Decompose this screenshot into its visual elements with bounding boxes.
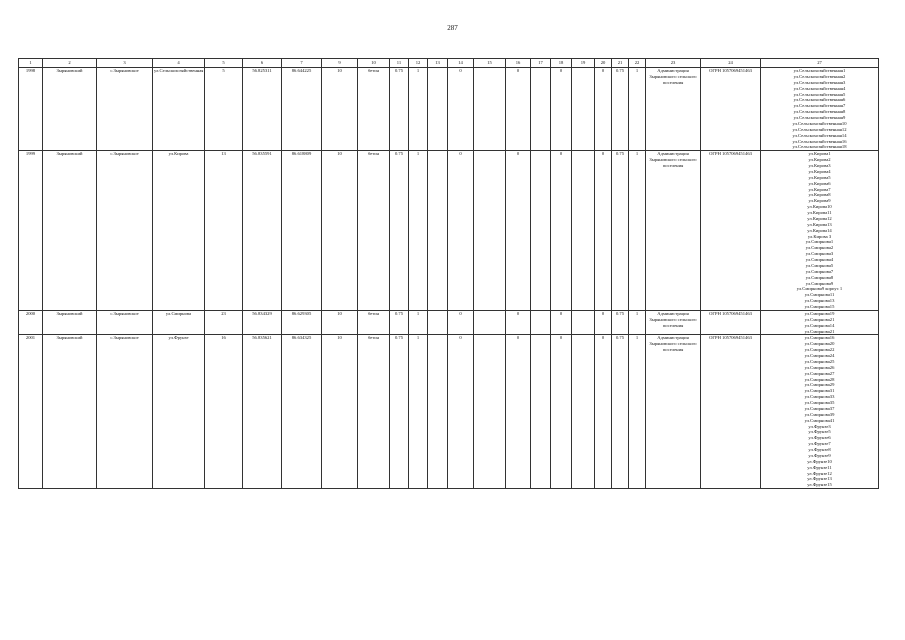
cell-c1: 2001 xyxy=(19,335,43,489)
street-address: ул.Кирова12 xyxy=(807,215,832,221)
cell-c5: 16 xyxy=(205,335,243,489)
cell-c23: Администрация Зыряновского сельского поселения xyxy=(646,68,701,151)
cell-c9: 10 xyxy=(322,151,358,311)
cell-c6: 56.834329 xyxy=(243,310,282,335)
street-address: ул.Смирнова35 xyxy=(804,400,835,405)
street-address: ул.Смирнова22 xyxy=(804,347,835,353)
cell-c17 xyxy=(531,310,551,335)
street-address: ул.Смирнова24 xyxy=(804,353,835,358)
street-address: ул.Смирнова41 xyxy=(804,417,835,423)
street-address: ул.Смирнова9 xyxy=(805,280,834,286)
column-header: 19 xyxy=(572,59,595,68)
cell-c4: ул.Смирнова xyxy=(153,310,205,335)
cell-c9: 10 xyxy=(322,310,358,335)
cell-c7: 86.618809 xyxy=(282,151,322,311)
street-address: ул.Смирнова39 xyxy=(804,411,835,417)
cell-c19 xyxy=(572,335,595,489)
cell-c12: 1 xyxy=(409,151,428,311)
cell-c22: 1 xyxy=(629,151,646,311)
street-address: ул.Смирнова11 xyxy=(804,292,835,298)
cell-c4: ул.Сельскохозяйственная xyxy=(153,68,205,151)
street-address: ул.Смирнова15 xyxy=(804,304,835,309)
cell-c15 xyxy=(474,335,506,489)
street-address: ул.Смирнова26 xyxy=(804,364,835,370)
cell-c12: 1 xyxy=(409,335,428,489)
cell-c7: 86.634325 xyxy=(282,335,322,489)
street-address: ул.Сельскохозяйственная6 xyxy=(793,97,846,103)
street-address: ул.Смирнова27 xyxy=(804,370,835,376)
column-header: 4 xyxy=(153,59,205,68)
cell-c7: 86.629305 xyxy=(282,310,322,335)
column-header: 7 xyxy=(282,59,322,68)
street-list-cell xyxy=(761,151,879,311)
column-header: 20 xyxy=(595,59,612,68)
street-address: ул.Сельскохозяйственная1 xyxy=(793,68,846,73)
street-address: ул.Кирова10 xyxy=(807,204,832,210)
street-address: ул.Сельскохозяйственная18 xyxy=(792,144,847,150)
cell-c20: 0 xyxy=(595,68,612,151)
cell-c11: 0.75 xyxy=(390,68,409,151)
street-address: ул.Сельскохозяйственная12 xyxy=(792,126,847,132)
cell-c14: 0 xyxy=(448,68,474,151)
street-address: ул.Смирнова20 xyxy=(804,341,835,347)
column-header: 11 xyxy=(390,59,409,68)
cell-c2: Зыряновский xyxy=(43,310,97,335)
cell-c11: 0.75 xyxy=(390,310,409,335)
street-address: ул.Смирнова25 xyxy=(804,358,835,364)
column-header: 2 xyxy=(43,59,97,68)
cell-c9: 10 xyxy=(322,68,358,151)
cell-c10: бетон xyxy=(358,68,390,151)
column-number-row xyxy=(19,59,879,68)
cell-c11: 0.75 xyxy=(390,151,409,311)
street-address: ул.Фрунзе3 xyxy=(808,423,831,429)
street-address: ул.Смирнова28 xyxy=(804,376,835,382)
cell-c4: ул.Кирова xyxy=(153,151,205,311)
cell-c21: 0.75 xyxy=(612,68,629,151)
street-address: ул.Кирова7 xyxy=(808,186,831,192)
cell-c22: 1 xyxy=(629,68,646,151)
cell-c12: 1 xyxy=(409,68,428,151)
cell-c16: 0 xyxy=(506,310,531,335)
table-row xyxy=(19,335,879,489)
cell-c16: 0 xyxy=(506,335,531,489)
register-table xyxy=(18,58,879,489)
table-row xyxy=(19,151,879,311)
cell-c11: 0.75 xyxy=(390,335,409,489)
cell-c13 xyxy=(428,335,448,489)
cell-c22: 1 xyxy=(629,335,646,489)
cell-c18: 0 xyxy=(551,68,572,151)
street-address: ул.Кирова6 xyxy=(808,180,831,186)
cell-c21: 0.75 xyxy=(612,335,629,489)
cell-c9: 10 xyxy=(322,335,358,489)
street-address: ул.Смирнова1 xyxy=(805,239,834,245)
street-address: ул.Фрунзе9 xyxy=(808,452,831,458)
cell-c23: Администрация Зыряновского сельского поселения xyxy=(646,310,701,335)
street-address: ул.Кирова9 xyxy=(808,198,831,204)
street-list-cell xyxy=(761,335,879,489)
street-address: ул.Кирова8 xyxy=(808,192,831,198)
street-address: ул.Сельскохозяйственная16 xyxy=(792,138,847,144)
cell-c24: ОГРН 1057069451463 xyxy=(701,310,761,335)
cell-c19 xyxy=(572,310,595,335)
street-address: ул.Фрунзе5 xyxy=(808,429,831,435)
street-address: ул.Смирнова5 xyxy=(805,262,834,268)
cell-c24: ОГРН 1057069451463 xyxy=(701,335,761,489)
table-row xyxy=(19,310,879,335)
cell-c23: Администрация Зыряновского сельского поселения xyxy=(646,151,701,311)
street-address: ул.Сельскохозяйственная10 xyxy=(792,120,847,126)
street-address: ул.Фрунзе7 xyxy=(808,441,831,447)
street-address: ул.Сельскохозяйственная3 xyxy=(793,79,846,85)
cell-c21: 0.75 xyxy=(612,310,629,335)
cell-c4: ул.Фрунзе xyxy=(153,335,205,489)
cell-c10: бетон xyxy=(358,335,390,489)
street-address: ул.Фрунзе8 xyxy=(808,447,831,452)
street-address: ул.Кирова2 xyxy=(808,157,831,163)
street-address: ул.Смирнова21 xyxy=(804,316,835,322)
cell-c18: 0 xyxy=(551,151,572,311)
street-address: ул.Кирова11 xyxy=(807,210,832,215)
street-address: ул.Сельскохозяйственная5 xyxy=(793,91,846,97)
cell-c16: 0 xyxy=(506,68,531,151)
column-header: 21 xyxy=(612,59,629,68)
cell-c20: 0 xyxy=(595,151,612,311)
cell-c3: с.Зыряновское xyxy=(97,68,153,151)
column-header: 24 xyxy=(701,59,761,68)
cell-c15 xyxy=(474,151,506,311)
cell-c6: 56.835591 xyxy=(243,151,282,311)
column-header: 1 xyxy=(19,59,43,68)
cell-c22: 1 xyxy=(629,310,646,335)
cell-c16: 0 xyxy=(506,151,531,311)
street-address: ул.Кирова1 xyxy=(808,151,831,157)
street-address: ул.Смирнова9 корпус 1 xyxy=(796,286,843,292)
cell-c6: 56.835621 xyxy=(243,335,282,489)
street-address: ул.Кирова13 xyxy=(807,221,832,227)
column-header: 6 xyxy=(243,59,282,68)
street-address: ул.Сельскохозяйственная4 xyxy=(793,85,846,91)
street-address: ул.Смирнова4 xyxy=(805,257,834,262)
column-header: 13 xyxy=(428,59,448,68)
column-header: 17 xyxy=(531,59,551,68)
street-address: ул.Смирнова16 xyxy=(804,335,835,341)
cell-c15 xyxy=(474,310,506,335)
cell-c20: 0 xyxy=(595,310,612,335)
street-address: ул.Смирнова33 xyxy=(804,394,835,400)
street-address: ул.Кирова5 xyxy=(808,174,831,180)
street-address: ул.Смирнова2 xyxy=(805,245,834,251)
street-address: ул.Фрунзе12 xyxy=(807,470,832,476)
street-address: ул.Фрунзе11 xyxy=(807,464,832,470)
column-header: 5 xyxy=(205,59,243,68)
page-number: 287 xyxy=(447,24,458,32)
street-address: ул.Смирнова7 xyxy=(805,268,834,274)
cell-c5: 23 xyxy=(205,310,243,335)
street-address: ул.Сельскохозяйственная9 xyxy=(793,115,846,120)
street-address: ул.Сельскохозяйственная8 xyxy=(793,109,846,115)
cell-c3: с.Зыряновское xyxy=(97,310,153,335)
street-address: ул.Смирнова3 xyxy=(805,251,834,257)
cell-c2: Зыряновский xyxy=(43,335,97,489)
cell-c5: 13 xyxy=(205,151,243,311)
cell-c18: 0 xyxy=(551,335,572,489)
cell-c23: Администрация Зыряновского сельского поселения xyxy=(646,335,701,489)
street-list-cell xyxy=(761,68,879,151)
cell-c10: бетон xyxy=(358,310,390,335)
cell-c13 xyxy=(428,151,448,311)
cell-c1: 2000 xyxy=(19,310,43,335)
cell-c5: 5 xyxy=(205,68,243,151)
table-row xyxy=(19,68,879,151)
cell-c19 xyxy=(572,151,595,311)
column-header: 18 xyxy=(551,59,572,68)
cell-c17 xyxy=(531,68,551,151)
street-address: ул.Кирова 3 xyxy=(807,233,832,239)
column-header: 9 xyxy=(322,59,358,68)
cell-c14: 0 xyxy=(448,310,474,335)
cell-c24: ОГРН 1057069451463 xyxy=(701,68,761,151)
cell-c2: Зыряновский xyxy=(43,68,97,151)
cell-c15 xyxy=(474,68,506,151)
street-address: ул.Сельскохозяйственная14 xyxy=(792,132,847,138)
cell-c17 xyxy=(531,335,551,489)
street-address: ул.Кирова4 xyxy=(808,168,831,174)
street-address: ул.Фрунзе10 xyxy=(807,458,832,464)
cell-c13 xyxy=(428,68,448,151)
street-address: ул.Фрунзе15 xyxy=(807,482,832,488)
cell-c13 xyxy=(428,310,448,335)
column-header: 23 xyxy=(646,59,701,68)
street-address: ул.Смирнова19 xyxy=(804,310,835,316)
street-address: ул.Смирнова31 xyxy=(804,388,835,394)
cell-c17 xyxy=(531,151,551,311)
cell-c19 xyxy=(572,68,595,151)
cell-c3: с.Зыряновское xyxy=(97,335,153,489)
street-address: ул.Смирнова14 xyxy=(804,322,835,328)
street-address: ул.Смирнова37 xyxy=(804,405,835,411)
column-header: 27 xyxy=(761,59,879,68)
street-address: ул.Смирнова13 xyxy=(804,298,835,304)
cell-c10: бетон xyxy=(358,151,390,311)
street-address: ул.Смирнова8 xyxy=(805,274,834,280)
cell-c6: 56.825311 xyxy=(243,68,282,151)
cell-c20: 0 xyxy=(595,335,612,489)
column-header: 3 xyxy=(97,59,153,68)
street-address: ул.Смирнова29 xyxy=(804,382,835,388)
street-address: ул.Кирова3 xyxy=(808,163,831,168)
cell-c2: Зыряновский xyxy=(43,151,97,311)
cell-c7: 86.644225 xyxy=(282,68,322,151)
column-header: 14 xyxy=(448,59,474,68)
column-header: 16 xyxy=(506,59,531,68)
column-header: 12 xyxy=(409,59,428,68)
cell-c14: 0 xyxy=(448,335,474,489)
street-list-cell xyxy=(761,310,879,335)
column-header: 10 xyxy=(358,59,390,68)
street-address: ул.Фрунзе13 xyxy=(807,476,832,482)
street-address: ул.Кирова14 xyxy=(807,227,832,233)
table-body xyxy=(19,68,879,489)
street-address: ул.Сельскохозяйственная2 xyxy=(793,73,846,79)
cell-c14: 0 xyxy=(448,151,474,311)
street-address: ул.Смирнова21 xyxy=(804,328,835,334)
street-address: ул.Фрунзе6 xyxy=(808,435,831,441)
cell-c21: 0.75 xyxy=(612,151,629,311)
cell-c1: 1999 xyxy=(19,151,43,311)
cell-c12: 1 xyxy=(409,310,428,335)
column-header: 22 xyxy=(629,59,646,68)
cell-c3: с.Зыряновское xyxy=(97,151,153,311)
cell-c1: 1998 xyxy=(19,68,43,151)
cell-c24: ОГРН 1057069451463 xyxy=(701,151,761,311)
column-header: 15 xyxy=(474,59,506,68)
street-address: ул.Сельскохозяйственная7 xyxy=(793,103,846,109)
cell-c18: 0 xyxy=(551,310,572,335)
